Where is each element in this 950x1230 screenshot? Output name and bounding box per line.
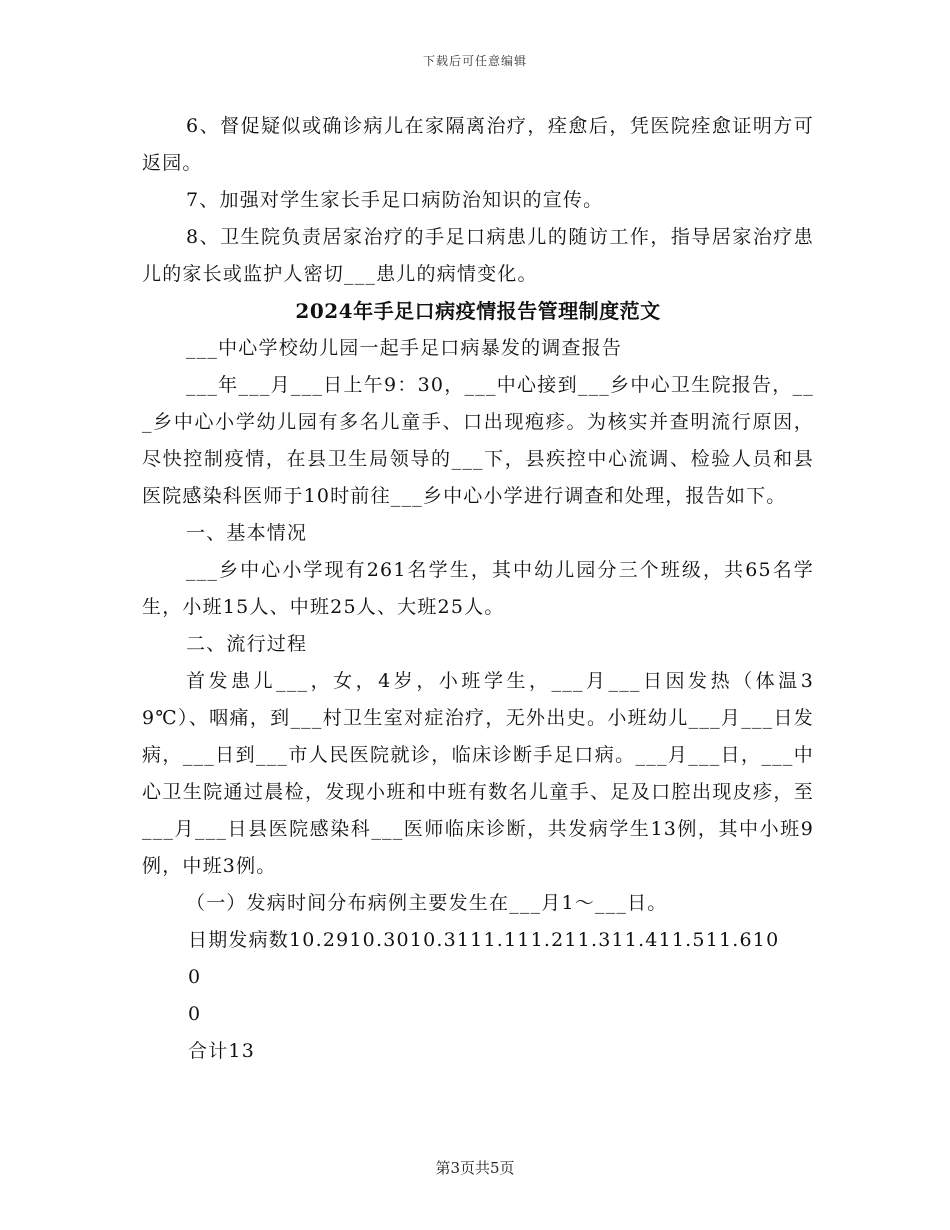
page-number: 第3页共5页 <box>435 1159 515 1177</box>
paragraph-item-8: 8、卫生院负责居家治疗的手足口病患儿的随访工作，指导居家治疗患儿的家长或监护人密切___患儿的病情变化。 <box>142 226 814 285</box>
table-header-line: 日期发病数10.2910.3010.3111.111.211.311.411.511.610 <box>188 929 780 951</box>
subsection-heading-time: （一）发病时间分布病例主要发生在___月1～___日。 <box>186 892 668 914</box>
report-intro: ___年___月___日上午9：30，___中心接到___乡中心卫生院报告，___乡中心小学幼儿园有多名儿童手、口出现疱疹。为核实并查明流行原因，尽快控制疫情，在县卫生局领导的___下，县疾控中心流调、检验人员和县医院感染科医师于10时前往___乡中心小学进行调查和处理，报告如下。 <box>142 374 814 507</box>
page-header-note: 下载后可任意编辑 <box>422 54 527 68</box>
document-title: 2024年手足口病疫情报告管理制度范文 <box>295 299 661 323</box>
section-heading-basic: 一、基本情况 <box>186 522 308 544</box>
report-subtitle: ___中心学校幼儿园一起手足口病暴发的调查报告 <box>186 337 623 359</box>
document-body <box>142 108 814 1070</box>
epidemic-process-text: 首发患儿___，女，4岁，小班学生，___月___日因发热（体温39℃）、咽痛，到___村卫生室对症治疗，无外出史。小班幼儿___月___日发病，___日到___市人民医院就诊，临床诊断手足口病。___月___日，___中心卫生院通过晨检，发现小班和中班有数名儿童手、足及口腔出现皮疹，至___月___日县医院感染科___医师临床诊断，共发病学生13例，其中小班9例，中班3例。 <box>142 670 814 877</box>
table-total-line: 合计13 <box>188 1040 255 1062</box>
paragraph-item-6: 6、督促疑似或确诊病儿在家隔离治疗，痊愈后，凭医院痊愈证明方可返园。 <box>142 115 814 174</box>
table-value-line-1: 0 <box>188 966 202 988</box>
section-heading-process: 二、流行过程 <box>186 633 308 655</box>
paragraph-item-7: 7、加强对学生家长手足口病防治知识的宣传。 <box>186 189 604 211</box>
table-value-line-2: 0 <box>188 1003 202 1025</box>
basic-situation-text: ___乡中心小学现有261名学生，其中幼儿园分三个班级，共65名学生，小班15人、中班25人、大班25人。 <box>142 559 814 618</box>
